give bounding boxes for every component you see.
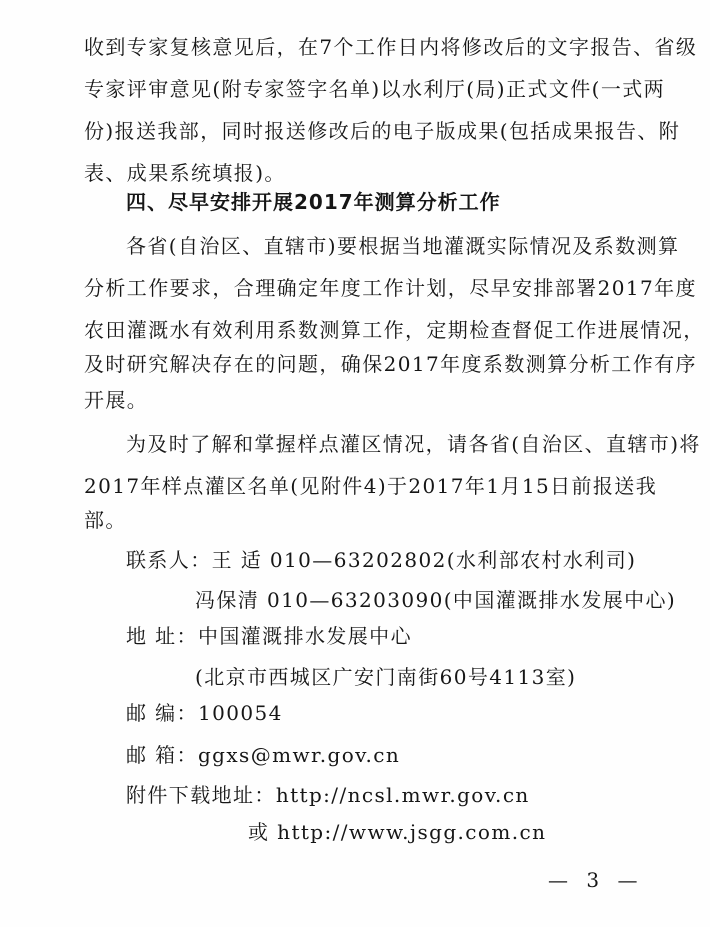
paragraph-1-line-3: 份)报送我部，同时报送修改后的电子版成果(包括成果报告、附 [84, 119, 681, 143]
postcode-value: 100054 [197, 701, 283, 725]
download-label: 附件下载地址： [126, 783, 276, 807]
download-url-1: http://ncsl.mwr.gov.cn [275, 783, 530, 807]
address-2: (北京市西城区广安门南街60号4113室) [195, 665, 577, 689]
contact-2: 冯保清 010—63203090(中国灌溉排水发展中心) [195, 588, 677, 612]
paragraph-3-line-3: 部。 [84, 508, 127, 532]
email-label: 邮 箱： [126, 743, 198, 767]
contact-1: 王 适 010—63202802(水利部农村水利司) [211, 548, 637, 572]
address-label: 地 址： [126, 624, 198, 648]
paragraph-2-line-2: 分析工作要求，合理确定年度工作计划，尽早安排部署2017年度 [84, 276, 697, 300]
email-value: ggxs@mwr.gov.cn [197, 743, 401, 767]
page-number: — 3 — [548, 868, 644, 892]
address-row-1 [126, 622, 412, 650]
contact-row-1 [126, 546, 636, 574]
email-row [126, 741, 400, 769]
download-row [126, 781, 530, 809]
paragraph-1-line-4: 表、成果系统填报)。 [84, 161, 286, 185]
paragraph-1-line-2: 专家评审意见(附专家签字名单)以水利厅(局)正式文件(一式两 [84, 77, 666, 101]
contact-label: 联系人： [126, 548, 212, 572]
postcode-label: 邮 编： [126, 701, 198, 725]
paragraph-1-line-1: 收到专家复核意见后，在7个工作日内将修改后的文字报告、省级 [84, 35, 698, 59]
postcode-row [126, 699, 283, 727]
paragraph-2-line-3: 农田灌溉水有效利用系数测算工作，定期检查督促工作进展情况， [84, 318, 705, 342]
paragraph-2-line-1: 各省(自治区、直辖市)要根据当地灌溉实际情况及系数测算 [126, 234, 680, 258]
paragraph-3-line-2: 2017年样点灌区名单(见附件4)于2017年1月15日前报送我 [84, 474, 658, 498]
paragraph-2-line-4: 及时研究解决存在的问题，确保2017年度系数测算分析工作有序 [84, 352, 697, 376]
download-url-2: 或 http://www.jsgg.com.cn [248, 820, 547, 844]
section-heading: 四、尽早安排开展2017年测算分析工作 [126, 190, 501, 214]
paragraph-3-line-1: 为及时了解和掌握样点灌区情况，请各省(自治区、直辖市)将 [126, 432, 701, 456]
paragraph-2-line-5: 开展。 [84, 388, 149, 412]
address-1: 中国灌溉排水发展中心 [197, 624, 412, 648]
